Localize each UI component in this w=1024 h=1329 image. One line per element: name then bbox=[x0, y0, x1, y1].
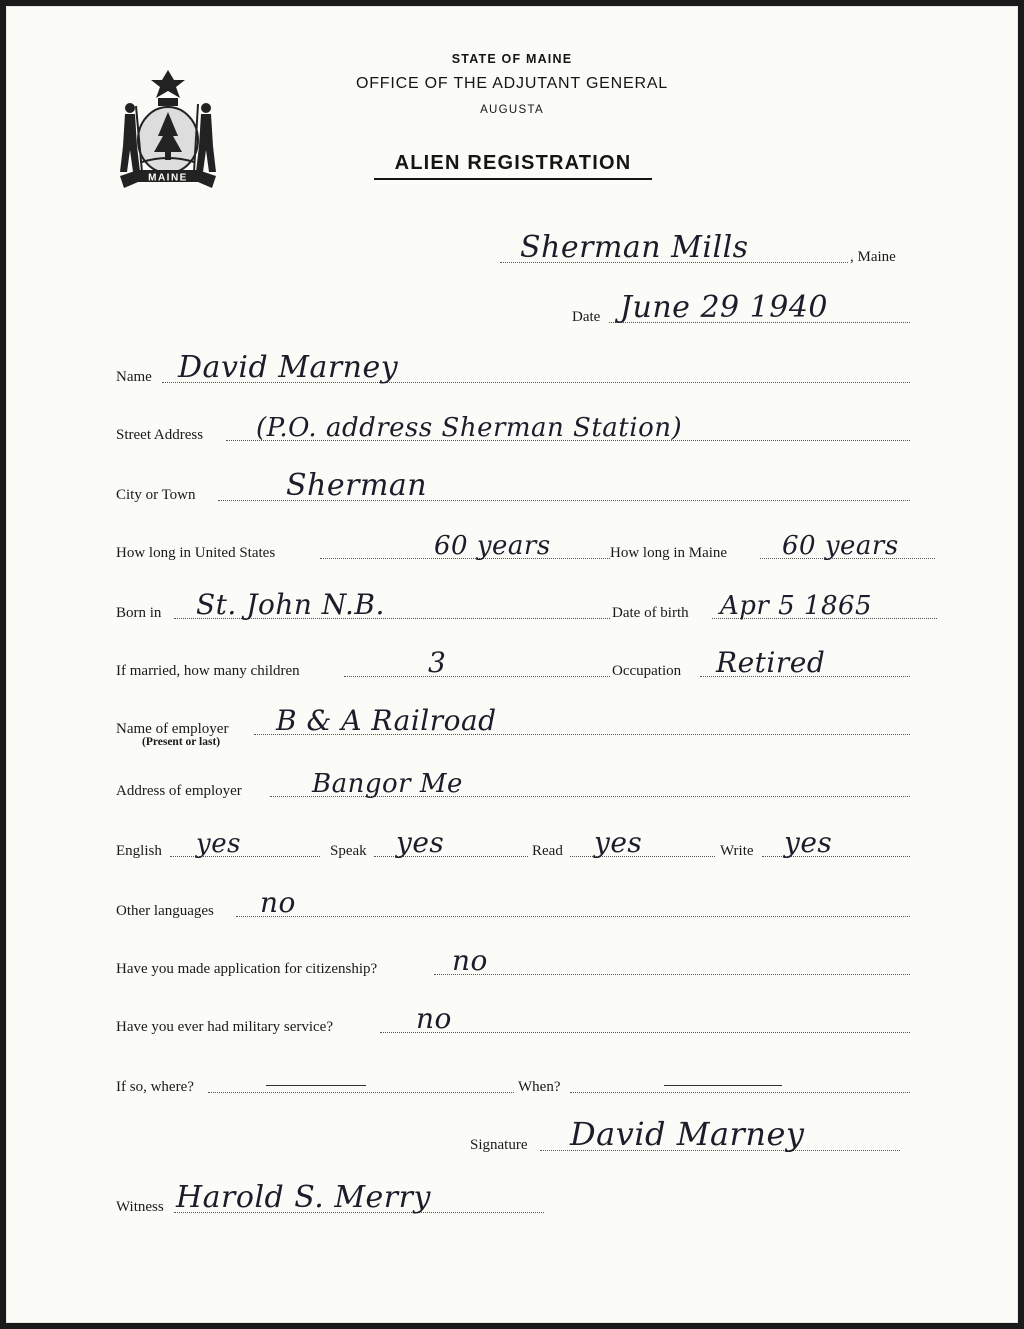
citizenship-label: Have you made application for citizenship? bbox=[116, 961, 378, 977]
date-of-birth-value: Apr 5 1865 bbox=[720, 591, 873, 621]
children-label: If married, how many children bbox=[116, 663, 300, 679]
street-address-label: Street Address bbox=[116, 427, 204, 443]
children-value: 3 bbox=[428, 646, 447, 679]
employer-sublabel: (Present or last) bbox=[142, 736, 221, 748]
date-of-birth-field[interactable] bbox=[612, 578, 937, 622]
military-value: no bbox=[416, 1002, 452, 1035]
form-title: ALIEN REGISTRATION bbox=[374, 152, 652, 180]
born-in-label: Born in bbox=[116, 605, 162, 621]
us-time-value: 60 years bbox=[434, 531, 551, 561]
employer-label: Name of employer bbox=[116, 721, 229, 737]
when-field[interactable] bbox=[518, 1052, 912, 1096]
write-value: yes bbox=[784, 826, 833, 859]
place-suffix: , Maine bbox=[850, 249, 896, 265]
read-field[interactable] bbox=[532, 816, 717, 860]
header-office: OFFICE OF THE ADJUTANT GENERAL bbox=[355, 75, 669, 92]
other-languages-label: Other languages bbox=[116, 903, 214, 919]
when-blank-dash bbox=[664, 1085, 782, 1086]
english-value: yes bbox=[196, 829, 241, 859]
name-value: David Marney bbox=[178, 350, 399, 385]
seal-text: MAINE bbox=[148, 172, 188, 184]
speak-value: yes bbox=[396, 826, 445, 859]
place-field[interactable] bbox=[500, 222, 920, 266]
city-field[interactable] bbox=[116, 460, 912, 504]
military-label: Have you ever had military service? bbox=[116, 1019, 333, 1035]
name-label: Name bbox=[116, 369, 152, 385]
place-value: Sherman Mills bbox=[520, 230, 749, 265]
english-label: English bbox=[116, 843, 162, 859]
maine-time-value: 60 years bbox=[782, 531, 899, 561]
witness-field[interactable] bbox=[116, 1172, 546, 1216]
where-blank-dash bbox=[266, 1085, 366, 1086]
street-address-value: (P.O. address Sherman Station) bbox=[256, 413, 683, 443]
occupation-field[interactable] bbox=[612, 636, 912, 680]
employer-field[interactable] bbox=[116, 694, 912, 748]
maine-time-label: How long in Maine bbox=[610, 545, 728, 561]
date-value: June 29 1940 bbox=[620, 290, 829, 325]
street-address-field[interactable] bbox=[116, 400, 912, 444]
military-field[interactable] bbox=[116, 992, 912, 1036]
when-label: When? bbox=[518, 1079, 561, 1095]
date-label: Date bbox=[572, 309, 601, 325]
employer-address-label: Address of employer bbox=[116, 783, 242, 799]
signature-value: David Marney bbox=[570, 1115, 805, 1153]
born-in-field[interactable] bbox=[116, 578, 612, 622]
other-languages-value: no bbox=[260, 886, 296, 919]
write-label: Write bbox=[720, 843, 754, 859]
occupation-value: Retired bbox=[716, 646, 826, 679]
us-time-field[interactable] bbox=[116, 518, 612, 562]
citizenship-value: no bbox=[452, 944, 488, 977]
date-of-birth-label: Date of birth bbox=[612, 605, 689, 621]
signature-field[interactable] bbox=[470, 1110, 900, 1154]
employer-address-field[interactable] bbox=[116, 756, 912, 800]
header-state: STATE OF MAINE bbox=[451, 52, 573, 66]
read-label: Read bbox=[532, 843, 563, 859]
where-field[interactable] bbox=[116, 1052, 516, 1096]
other-languages-field[interactable] bbox=[116, 876, 912, 920]
city-value: Sherman bbox=[286, 468, 428, 503]
employer-value: B & A Railroad bbox=[276, 704, 497, 737]
english-field[interactable] bbox=[116, 816, 326, 860]
citizenship-field[interactable] bbox=[116, 934, 912, 978]
where-label: If so, where? bbox=[116, 1079, 194, 1095]
speak-label: Speak bbox=[330, 843, 367, 859]
witness-value: Harold S. Merry bbox=[176, 1180, 431, 1215]
speak-field[interactable] bbox=[330, 816, 530, 860]
name-field[interactable] bbox=[116, 342, 912, 386]
header-city: AUGUSTA bbox=[480, 104, 544, 116]
children-field[interactable] bbox=[116, 636, 612, 680]
born-in-value: St. John N.B. bbox=[196, 588, 385, 621]
write-field[interactable] bbox=[720, 816, 912, 860]
city-label: City or Town bbox=[116, 487, 196, 503]
signature-label: Signature bbox=[470, 1137, 528, 1153]
witness-label: Witness bbox=[116, 1199, 164, 1215]
maine-time-field[interactable] bbox=[610, 518, 935, 562]
date-field[interactable] bbox=[572, 282, 912, 326]
us-time-label: How long in United States bbox=[116, 545, 276, 561]
employer-address-value: Bangor Me bbox=[312, 769, 463, 799]
occupation-label: Occupation bbox=[612, 663, 682, 679]
read-value: yes bbox=[594, 826, 643, 859]
